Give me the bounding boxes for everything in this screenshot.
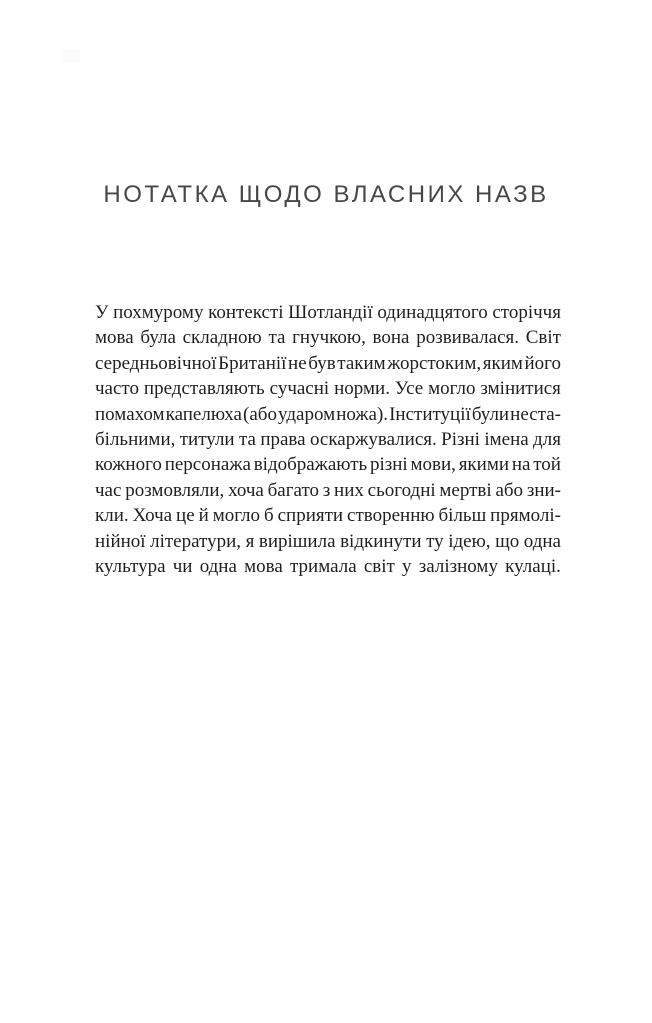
paragraph-line: часто представляють сучасні норми. Усе могло змінитися: [95, 378, 561, 400]
paragraph-line: кли. Хоча це й могло б сприяти створенню більш прямолі-: [95, 505, 561, 527]
scan-artifact: [63, 49, 80, 63]
chapter-heading: НОТАТКА ЩОДО ВЛАСНИХ НАЗВ: [103, 181, 549, 208]
paragraph-line: мова була складною та гнучкою, вона розвивалася. Світ: [95, 327, 561, 349]
paragraph-line: культура чи одна мова тримала світ у залізному кулаці.: [95, 556, 561, 578]
paragraph-line: помахом капелюха (або ударом ножа). Інституції були неста-: [95, 403, 561, 425]
paragraph-line: час розмовляли, хоча багато з них сьогодні мертві або зни-: [95, 479, 561, 501]
paragraph-line: У похмурому контексті Шотландії одинадцятого сторіччя: [95, 302, 561, 323]
paragraph-line: кожного персонажа відображають різні мови, якими на той: [95, 454, 561, 476]
paragraph-line: нійної літератури, я вирішила відкинути ту ідею, що одна: [95, 530, 561, 552]
note-paragraph: [95, 300, 561, 579]
paragraph-line: середньовічної Британії не був таким жорстоким, яким його: [95, 352, 561, 374]
paragraph-line: більними, титули та права оскаржувалися. Різні імена для: [95, 429, 561, 451]
